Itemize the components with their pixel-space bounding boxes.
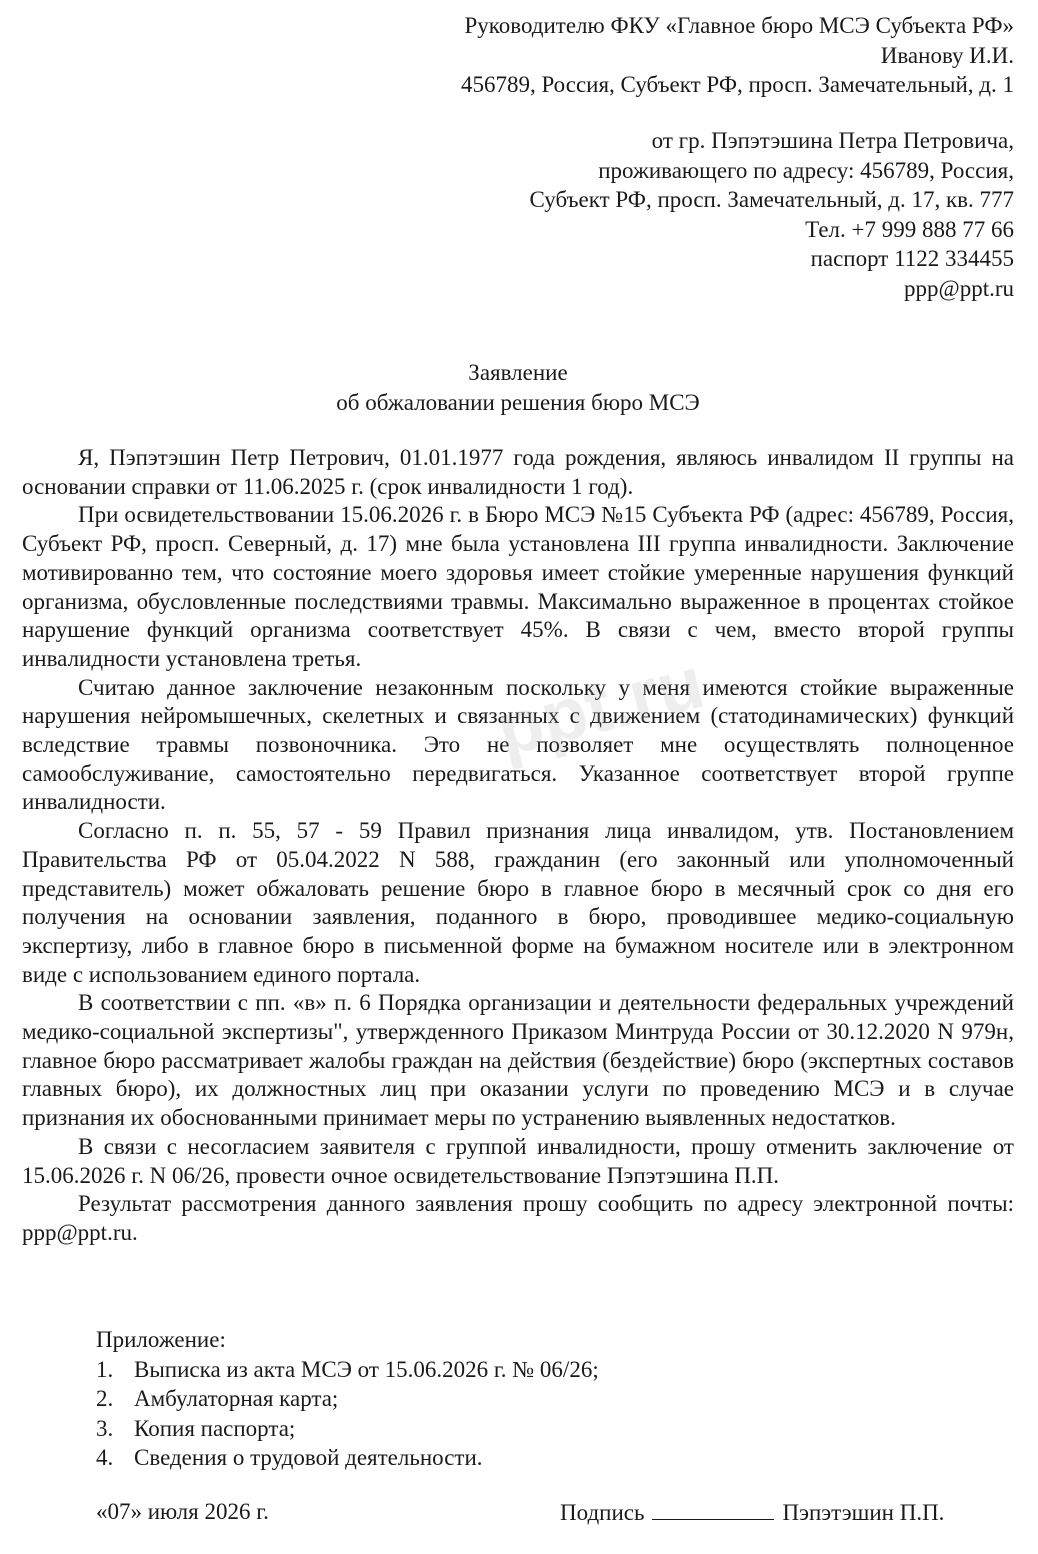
- signer-name: Пэпэтэшин П.П.: [782, 1500, 945, 1525]
- document-date: «07» июля 2026 г.: [96, 1499, 269, 1524]
- title-line: Заявление: [468, 360, 568, 385]
- body-paragraph: Результат рассмотрения данного заявления прошу сообщить по адресу электронной почты: ppp@ppt.ru.: [22, 1191, 1014, 1245]
- signature-block: [560, 1497, 944, 1527]
- attachment-item: [96, 1414, 599, 1444]
- attachments-heading: Приложение:: [96, 1327, 226, 1352]
- body-paragraph: Я, Пэпэтэшин Петр Петрович, 01.01.1977 года рождения, являюсь инвалидом II группы на основании справки от 11.06.2025 г. (срок инвалидности 1 год).: [22, 445, 1014, 499]
- attachment-item: [96, 1355, 599, 1385]
- attachment-text: Амбулаторная карта;: [134, 1386, 339, 1411]
- body-paragraph: Считаю данное заключение незаконным поскольку у меня имеются стойкие выраженные нарушения нейромышечных, скелетных и связанных с движением (статодинамических) функций вследствие травмы позвоночника. Это не позволяет мне осуществлять полноценное самообслуживание, самостоятельно передвигаться. Указанное соответствует второй группе инвалидности.: [22, 674, 1014, 815]
- document-body: [22, 444, 1014, 1248]
- title-subline: об обжаловании решения бюро МСЭ: [336, 389, 700, 415]
- attachment-number: 3.: [96, 1415, 114, 1441]
- attachment-text: Выписка из акта МСЭ от 15.06.2026 г. № 06/26;: [134, 1356, 599, 1382]
- sender-block: [530, 126, 1014, 303]
- sender-line: Субъект РФ, просп. Замечательный, д. 17, кв. 777: [529, 187, 1014, 212]
- attachment-item: [96, 1443, 599, 1473]
- body-paragraph: В соответствии с пп. «в» п. 6 Порядка организации и деятельности федеральных учреждений медико-социальной экспертизы", утвержденного Приказом Минтруда России от 30.12.2020 N 979н, главное бюро рассматривает жалобы граждан на действия (бездействие) бюро (экспертных составов главных бюро), их должностных лиц при оказании услуги по проведению МСЭ и в случае признания их обоснованными принимает меры по устранению выявленных недостатков.: [22, 990, 1014, 1131]
- attachment-item: [96, 1384, 599, 1414]
- attachment-text: Копия паспорта;: [134, 1415, 296, 1441]
- document-page: [22, 0, 1014, 1554]
- attachment-number: 2.: [96, 1386, 114, 1411]
- sender-line: Тел. +7 999 888 77 66: [805, 216, 1014, 242]
- body-paragraph: В связи с несогласием заявителя с группой инвалидности, прошу отменить заключение от 15.06.2026 г. N 06/26, провести очное освидетельствование Пэпэтэшина П.П.: [22, 1133, 1014, 1188]
- document-title: [22, 358, 1014, 417]
- sender-line: от гр. Пэпэтэшина Петра Петровича,: [651, 128, 1014, 153]
- attachments-list: [96, 1325, 599, 1473]
- sender-line: проживающего по адресу: 456789, Россия,: [598, 157, 1014, 183]
- signature-label: Подпись: [560, 1500, 645, 1525]
- sender-line: паспорт 1122 334455: [810, 246, 1014, 271]
- recipient-line: Иванову И.И.: [880, 42, 1014, 68]
- sender-email: ppp@ppt.ru: [904, 275, 1014, 301]
- body-paragraph: Согласно п. п. 55, 57 - 59 Правил признания лица инвалидом, утв. Постановлением Правительства РФ от 05.04.2022 N 588, гражданин (его законный или уполномоченный представитель) может обжаловать решение бюро в главное бюро в месячный срок со дня его получения на основании заявления, поданного в бюро, проводившее медико-социальную экспертизу, либо в главное бюро в письменной форме на бумажном носителе или в электронном виде с использованием единого портала.: [22, 818, 1014, 987]
- recipient-block: [461, 11, 1014, 100]
- recipient-line: Руководителю ФКУ «Главное бюро МСЭ Субъекта РФ»: [464, 13, 1014, 38]
- attachment-number: 4.: [96, 1445, 114, 1470]
- signature-line: [652, 1497, 774, 1520]
- watermark-logo: ppt.ru: [488, 640, 712, 772]
- attachment-number: 1.: [96, 1356, 114, 1382]
- recipient-line: 456789, Россия, Субъект РФ, просп. Замечательный, д. 1: [460, 72, 1014, 97]
- body-paragraph: При освидетельствовании 15.06.2026 г. в Бюро МСЭ №15 Субъекта РФ (адрес: 456789, Россия, Субъект РФ, просп. Северный, д. 17) мне была установлена III группа инвалидности. Заключение мотивированно тем, что состояние моего здоровья имеет стойкие умеренные нарушения функций организма, обусловленные последствиями травмы. Максимально выраженное в процентах стойкое нарушение функций организма соответствует 45%. В связи с чем, вместо второй группы инвалидности установлена третья.: [22, 502, 1014, 671]
- attachment-text: Сведения о трудовой деятельности.: [134, 1445, 483, 1470]
